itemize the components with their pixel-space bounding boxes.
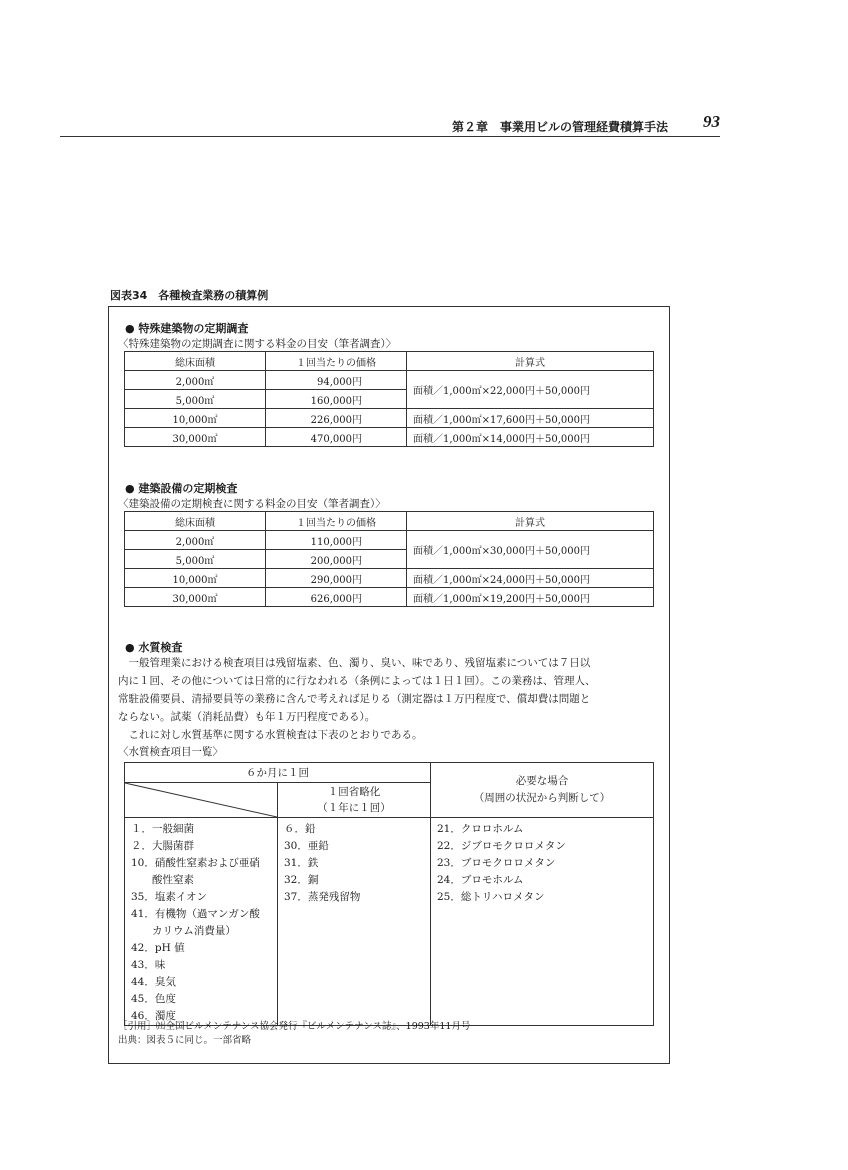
- list-item: 35．塩素イオン: [131, 891, 208, 903]
- table-header-row: [125, 763, 654, 783]
- header-needed-line1: 必要な場合: [515, 775, 569, 787]
- paragraph-line: 内に１回、その他については日常的に行なわれる（条例によっては１日１回）。この業務は、管理人、: [118, 675, 596, 687]
- list-item: 46．濁度: [131, 1010, 176, 1022]
- items-col3: [431, 818, 654, 1026]
- paragraph-line: これに対し水質基準に関する水質検査は下表のとおりである。: [118, 729, 423, 741]
- figure-title: 図表34 各種検査業務の積算例: [110, 289, 269, 302]
- list-item: 31．鉄: [284, 857, 319, 869]
- formula-cell: 面積／1,000㎡×24,000円＋50,000円: [407, 569, 654, 588]
- header-six-month: ６か月に１回: [125, 763, 431, 783]
- list-item: 30．亜鉛: [284, 840, 329, 852]
- price-cell: 470,000円: [266, 428, 407, 447]
- section1-title: ● 特殊建築物の定期調査: [125, 322, 249, 335]
- formula-cell: 面積／1,000㎡×17,600円＋50,000円: [407, 409, 654, 428]
- price-cell: 200,000円: [266, 550, 407, 569]
- table-row: [125, 569, 654, 588]
- diagonal-cell: [125, 783, 278, 818]
- list-item: ６．鉛: [284, 823, 316, 835]
- citation: ［引用］㈳全国ビルメンテナンス協会発行『ビルメンテナンス誌』、1993年11月号: [118, 1021, 471, 1032]
- paragraph-line: 常駐設備要員、清掃要員等の業務に含んで考えれば足りる（測定器は１万円程度で、償却費は問題と: [118, 693, 591, 705]
- table-row: [125, 371, 654, 390]
- header-area: 総床面積: [125, 352, 266, 371]
- table-header-row: [125, 352, 654, 371]
- table-row: [125, 409, 654, 428]
- header-price: １回当たりの価格: [266, 512, 407, 531]
- list-item: 21．クロロホルム: [437, 823, 524, 835]
- price-cell: 94,000円: [266, 371, 407, 390]
- price-cell: 290,000円: [266, 569, 407, 588]
- water-list-note: 〈水質検査項目一覧〉: [118, 746, 223, 758]
- section2-title: ● 建築設備の定期検査: [125, 482, 238, 495]
- list-item: 32．銅: [284, 874, 319, 886]
- list-item: 41．有機物（過マンガン酸: [131, 908, 260, 920]
- header-needed: [431, 763, 654, 818]
- price-cell: 160,000円: [266, 390, 407, 409]
- table-header-row: [125, 512, 654, 531]
- formula-cell: 面積／1,000㎡×14,000円＋50,000円: [407, 428, 654, 447]
- area-cell: 10,000㎡: [125, 409, 266, 428]
- list-item: 45．色度: [131, 993, 176, 1005]
- source-block: [118, 1020, 470, 1048]
- list-item: 22．ジブロモクロロメタン: [437, 840, 566, 852]
- section2-note: 〈建築設備の定期検査に関する料金の目安（筆者調査）〉: [118, 498, 386, 510]
- section1-table: [124, 351, 654, 447]
- area-cell: 2,000㎡: [125, 371, 266, 390]
- section3-title: ● 水質検査: [125, 641, 183, 654]
- section1-note: 〈特殊建築物の定期調査に関する料金の目安（筆者調査）〉: [118, 338, 397, 350]
- header-price: １回当たりの価格: [266, 352, 407, 371]
- list-item: ２．大腸菌群: [131, 840, 194, 852]
- header-formula: 計算式: [407, 352, 654, 371]
- header-area: 総床面積: [125, 512, 266, 531]
- list-item: 44．臭気: [131, 976, 176, 988]
- list-item: 43．味: [131, 959, 166, 971]
- price-cell: 226,000円: [266, 409, 407, 428]
- header-needed-line2: （周囲の状況から判断して）: [473, 792, 611, 804]
- list-item: 酸性窒素: [131, 874, 194, 886]
- list-item: 10．硝酸性窒素および亜硝: [131, 857, 260, 869]
- page-header: [60, 112, 720, 137]
- formula-cell: 面積／1,000㎡×19,200円＋50,000円: [407, 588, 654, 607]
- section2-table: [124, 511, 654, 607]
- area-cell: 30,000㎡: [125, 428, 266, 447]
- section3-paragraph: [118, 654, 658, 744]
- list-item: カリウム消費量）: [131, 925, 236, 937]
- header-reduce-line2: （１年に１回）: [317, 802, 391, 814]
- table-row: [125, 428, 654, 447]
- price-cell: 110,000円: [266, 531, 407, 550]
- list-item: 25．総トリハロメタン: [437, 891, 545, 903]
- area-cell: 5,000㎡: [125, 550, 266, 569]
- table-row: [125, 531, 654, 550]
- price-cell: 626,000円: [266, 588, 407, 607]
- header-reduce-line1: １回省略化: [327, 786, 381, 798]
- header-reduce: [278, 783, 431, 818]
- area-cell: 5,000㎡: [125, 390, 266, 409]
- list-item: 24．ブロモホルム: [437, 874, 524, 886]
- area-cell: 10,000㎡: [125, 569, 266, 588]
- water-test-table: [124, 762, 654, 1026]
- area-cell: 30,000㎡: [125, 588, 266, 607]
- items-col1: [125, 818, 278, 1026]
- list-item: 42．pH 値: [131, 942, 185, 954]
- table-row: [125, 588, 654, 607]
- page-number: 93: [703, 112, 720, 131]
- paragraph-line: ならない。試薬（消耗品費）も年１万円程度である）。: [118, 711, 376, 723]
- source-origin: 出典：図表５に同じ。一部省略: [118, 1035, 252, 1046]
- area-cell: 2,000㎡: [125, 531, 266, 550]
- formula-cell: 面積／1,000㎡×22,000円＋50,000円: [407, 371, 654, 409]
- header-formula: 計算式: [407, 512, 654, 531]
- list-item: 37．蒸発残留物: [284, 891, 361, 903]
- chapter-title: 第２章 事業用ビルの管理経費積算手法: [451, 120, 668, 134]
- list-item: 23．ブロモクロロメタン: [437, 857, 556, 869]
- items-col2: [278, 818, 431, 1026]
- formula-cell: 面積／1,000㎡×30,000円＋50,000円: [407, 531, 654, 569]
- table-row: [125, 818, 654, 1026]
- list-item: １．一般細菌: [131, 823, 194, 835]
- diagonal-line: [125, 783, 277, 817]
- paragraph-line: 一般管理業における検査項目は残留塩素、色、濁り、臭い、味であり、残留塩素については７日以: [118, 657, 591, 669]
